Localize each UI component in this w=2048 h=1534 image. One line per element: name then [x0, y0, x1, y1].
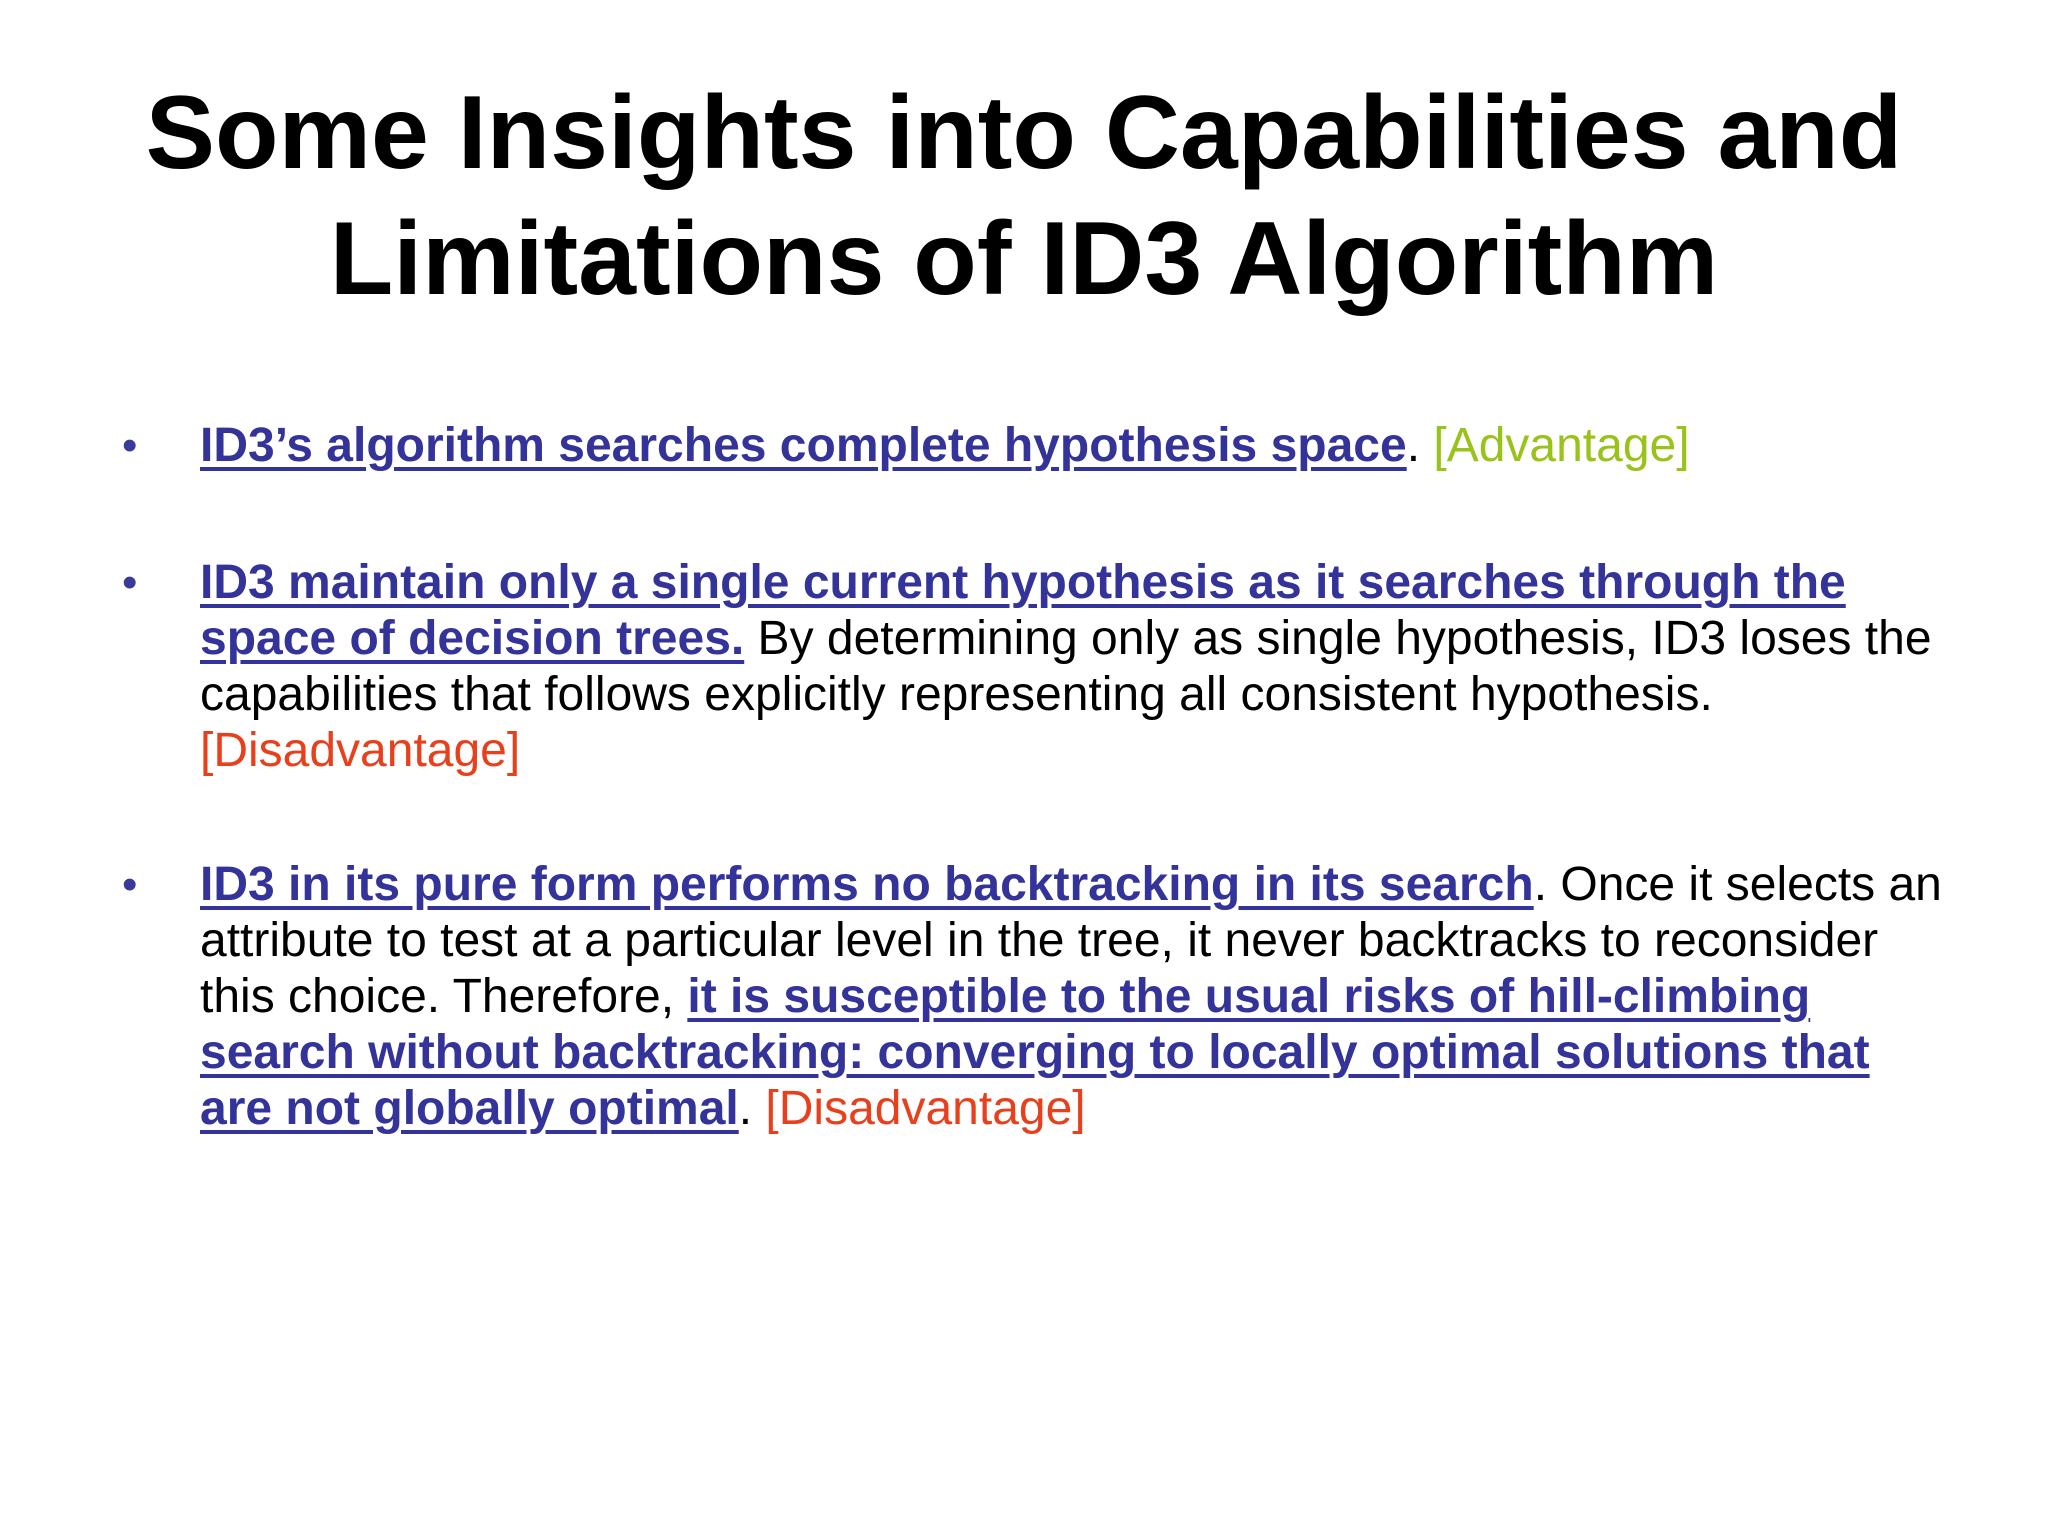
- disadvantage-tag: [Disadvantage]: [765, 1082, 1086, 1135]
- bullet-3-text: . Once it selects an attribute to test at a particular level in the tree, it never backtracks to reconsider this choice. Therefore,: [200, 858, 1942, 1023]
- bullet-3-highlight: ID3 in its pure form performs no backtracking in its search: [200, 858, 1534, 911]
- bullet-item-3: [122, 857, 1950, 1137]
- bullet-2-text: By determining only as single hypothesis, ID3 loses the capabilities that follows explicitly representing all consistent hypothesis.: [200, 612, 1932, 721]
- bullet-marker: •: [122, 860, 138, 909]
- slide-title: [0, 70, 2048, 322]
- disadvantage-tag: [Disadvantage]: [200, 724, 521, 777]
- bullet-1-highlight: ID3’s algorithm searches complete hypothesis space: [200, 419, 1407, 472]
- bullet-marker: •: [122, 421, 138, 470]
- bullet-item-2: [122, 555, 1950, 779]
- bullet-marker: •: [122, 558, 138, 607]
- bullet-3-text-end: .: [738, 1082, 766, 1135]
- advantage-tag: [Advantage]: [1433, 419, 1690, 472]
- bullet-3-highlight-2: it is susceptible to the usual risks of hill-climbing search without backtracking: converging to locally optimal solutions that are not globally optimal: [200, 970, 1870, 1135]
- bullet-item-1: [122, 418, 1950, 474]
- title-line-1: Some Insights into Capabilities and: [145, 75, 1903, 191]
- title-line-2: Limitations of ID3 Algorithm: [329, 201, 1719, 317]
- bullet-1-text: .: [1406, 419, 1434, 472]
- bullet-2-highlight: ID3 maintain only a single current hypothesis as it searches through the space of decision trees.: [200, 556, 1846, 665]
